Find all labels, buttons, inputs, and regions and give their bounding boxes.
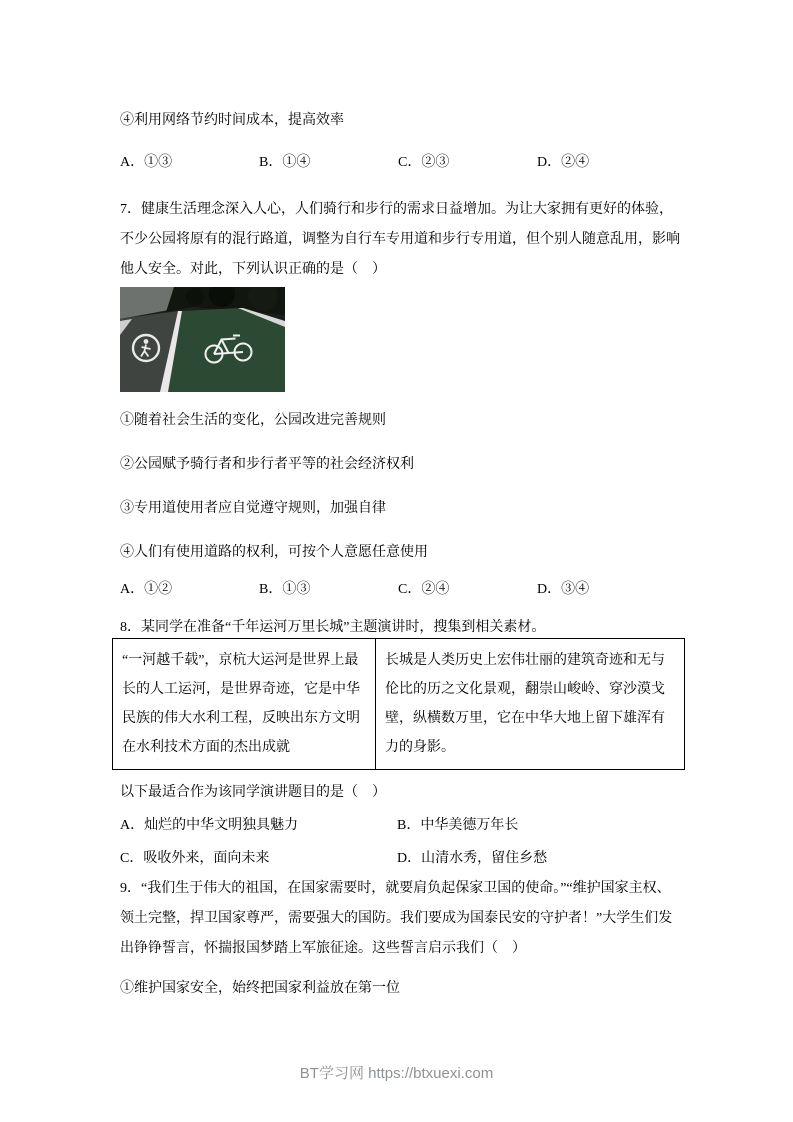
q7-option-1: ①随着社会生活的变化，公园改进完善规则 [120, 413, 386, 428]
q7-choice-a: A．①② [120, 582, 173, 597]
q7-choice-d: D．③④ [537, 582, 590, 597]
q8-choices-row-2 [120, 844, 680, 874]
q6-option-4: ④利用网络节约时间成本，提高效率 [120, 113, 344, 128]
bike-lane-photo-graphic [120, 287, 285, 392]
q6-choices [120, 148, 680, 178]
exam-content [120, 106, 680, 1004]
q8-question: 以下最适合作为该同学演讲题目的是（ ） [120, 785, 386, 800]
q8-material-row [113, 639, 685, 770]
q8-material-canal: “一河越千载”，京杭大运河是世界上最长的人工运河，是世界奇迹，它是中华民族的伟大水利工程，反映出东方文明在水利技术方面的杰出成就 [113, 639, 376, 770]
bike-lane-photo [120, 287, 285, 392]
q7-option-2: ②公园赋予骑行者和步行者平等的社会经济权利 [120, 457, 414, 472]
q7-option-4: ④人们有使用道路的权利，可按个人意愿任意使用 [120, 545, 428, 560]
q8-material-table [112, 638, 685, 770]
q7-choices [120, 575, 680, 605]
q8-choice-c: C．吸收外来，面向未来 [120, 851, 270, 866]
q7-choice-b: B．①③ [259, 582, 311, 597]
q6-choice-c: C．②③ [398, 155, 450, 170]
q8-choice-b: B．中华美德万年长 [397, 818, 519, 833]
q6-choice-d: D．②④ [537, 155, 590, 170]
q9-option-1: ①维护国家安全，始终把国家利益放在第一位 [120, 981, 400, 996]
q6-choice-a: A．①③ [120, 155, 173, 170]
q8-choices-row-1 [120, 811, 680, 841]
q8-choice-d: D．山清水秀，留住乡愁 [397, 851, 548, 866]
q8-material-greatwall: 长城是人类历史上宏伟壮丽的建筑奇迹和无与伦比的历之文化景观，翻崇山峻岭、穿沙漠戈壁，纵横数万里，它在中华大地上留下雄浑有力的身影。 [376, 639, 685, 770]
q7-choice-c: C．②④ [398, 582, 450, 597]
q8-stem: 8．某同学在准备“千年运河万里长城”主题演讲时，搜集到相关素材。 [120, 620, 546, 635]
q7-option-3: ③专用道使用者应自觉遵守规则，加强自律 [120, 501, 386, 516]
site-footer: BT学习网 https://btxuexi.com [299, 1065, 494, 1082]
q7-stem: 7．健康生活理念深入人心，人们骑行和步行的需求日益增加。为让大家拥有更好的体验，不少公园将原有的混行路道，调整为自行车专用道和步行专用道，但个别人随意乱用，影响他人安全。对此，下列认识正确的是（ ） [120, 202, 680, 277]
q9-stem: 9．“我们生于伟大的祖国，在国家需要时，就要肩负起保家卫国的使命。”“维护国家主权、领土完整，捍卫国家尊严，需要强大的国防。我们要成为国泰民安的守护者！”大学生们发出铮铮誓言，怀揣报国梦踏上军旅征途。这些誓言启示我们（ ） [120, 881, 673, 956]
q8-choice-a: A．灿烂的中华文明独具魅力 [120, 818, 299, 833]
q6-choice-b: B．①④ [259, 155, 311, 170]
